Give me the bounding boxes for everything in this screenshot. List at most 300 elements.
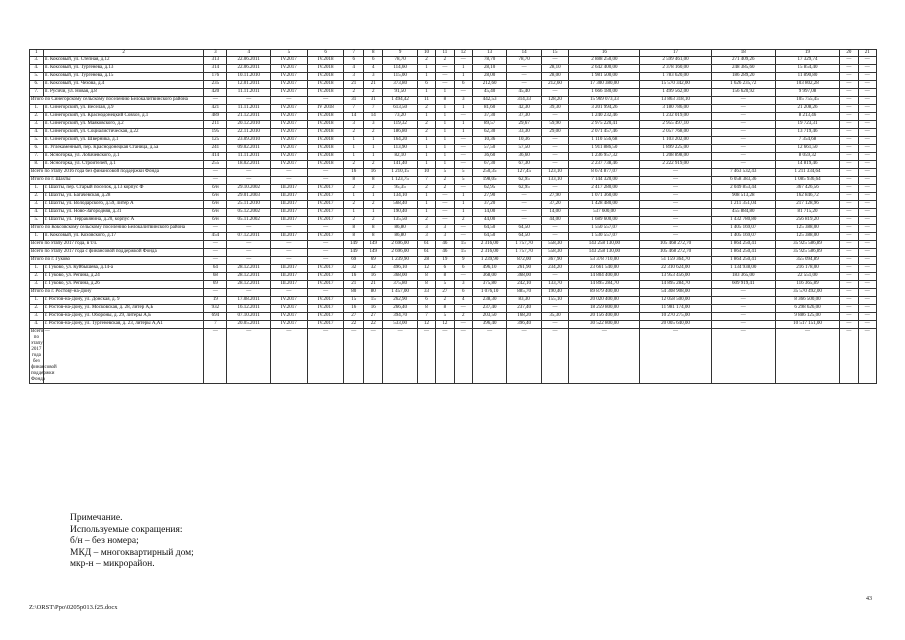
table-cell: 3 <box>417 233 435 241</box>
table-cell: г. Ростов-на-Дону, ул. Московская, д. 28, литер А,Б <box>43 305 204 313</box>
table-cell: IV.2018 <box>307 137 344 145</box>
table-cell: 11 <box>436 50 454 57</box>
table-cell: п. Синегорский, ул. Социалистическая, д.22 <box>43 129 204 137</box>
table-cell: 7 <box>344 105 364 113</box>
table-cell: 21 208,26 <box>775 105 839 113</box>
table-cell: г. Ростов-на-Дону, ул. Обороны, д. 29, литеры А,Б <box>43 313 204 321</box>
table-cell: IV.2017 <box>307 265 344 273</box>
table-cell: 1 076,10 <box>472 289 506 297</box>
table-cell: 216 178,00 <box>775 265 839 273</box>
table-cell: 46 <box>436 241 454 249</box>
table-cell: 8 366 500,00 <box>775 297 839 305</box>
table-cell: 368,00 <box>507 273 541 281</box>
table-row <box>30 57 877 65</box>
table-cell: 20.12.2010 <box>227 121 271 129</box>
table-cell: 558,30 <box>541 249 569 257</box>
table-cell: 1 <box>417 137 435 145</box>
table-cell: 10 <box>417 50 435 57</box>
table-cell: 1 405 169,07 <box>711 233 775 241</box>
table-row <box>30 289 877 297</box>
table-cell: г. Ростов-на-Дону, ул. Тургеневская, д. 23, литеры А,А1 <box>43 321 204 329</box>
table-cell: 21 <box>363 281 383 289</box>
table-cell: 69 <box>204 281 227 289</box>
table-cell: — <box>858 177 876 185</box>
table-cell: — <box>711 137 775 145</box>
table-cell: — <box>711 321 775 329</box>
table-cell: — <box>204 177 227 185</box>
table-cell: 2 071 457,46 <box>569 129 640 137</box>
table-cell: 64,50 <box>507 233 541 241</box>
table-cell: 2 <box>344 161 364 169</box>
table-cell: 1 <box>344 153 364 161</box>
table-cell: Всего по этапу 2017 года, в т.ч. <box>30 241 204 249</box>
table-cell: — <box>507 73 541 81</box>
table-cell: — <box>840 121 858 129</box>
table-cell: 375,80 <box>383 281 417 289</box>
table-cell: 2 057 768,00 <box>640 129 711 137</box>
table-cell: 32 <box>344 265 364 273</box>
table-cell: 2 <box>344 185 364 193</box>
table-cell: — <box>858 281 876 289</box>
table-cell: г. Шахты, ул. Володарского, д.59, литер А <box>43 201 204 209</box>
table-cell: — <box>454 305 472 313</box>
table-cell: 4. <box>30 129 44 137</box>
table-cell: 10 270 275,00 <box>640 313 711 321</box>
table-cell: IV.2018 <box>307 129 344 137</box>
table-cell: 83,30 <box>507 297 541 305</box>
table-cell: 908 513,28 <box>711 193 775 201</box>
table-cell: 2 <box>417 121 435 129</box>
table-cell: — <box>227 289 271 297</box>
table-cell: — <box>541 233 569 241</box>
table-cell: 1 <box>417 209 435 217</box>
table-cell: 22 310 624,00 <box>640 265 711 273</box>
table-cell: — <box>711 329 775 384</box>
table-cell: 11.11.2011 <box>227 89 271 97</box>
table-cell: 2 <box>344 129 364 137</box>
table-cell: 2 <box>454 217 472 225</box>
table-cell: — <box>711 313 775 321</box>
table-cell: 6. <box>30 145 44 153</box>
table-cell: п. Коксовый, ул. Тургенева, д.15 <box>43 73 204 81</box>
table-cell: 1 <box>363 209 383 217</box>
table-cell: 78,70 <box>383 57 417 65</box>
table-cell: 2 599 461,00 <box>640 57 711 65</box>
table-cell: 1 783 620,00 <box>640 73 711 81</box>
table-cell: — <box>858 89 876 97</box>
table-cell: 3 <box>436 225 454 233</box>
table-cell: 45,40 <box>472 89 506 97</box>
table-cell: — <box>640 177 711 185</box>
table-cell: — <box>840 89 858 97</box>
table-cell: 2 <box>43 50 204 57</box>
table-cell: 105 755,45 <box>775 97 839 105</box>
table-cell: 133,70 <box>541 281 569 289</box>
table-cell: 1 239,90 <box>472 257 506 265</box>
table-cell: 73,20 <box>383 113 417 121</box>
table-cell: 7 463 532,43 <box>711 169 775 177</box>
note-line: б/н – без номера; <box>70 536 139 546</box>
table-cell: 33 <box>417 289 435 297</box>
table-cell: 2 237 738,46 <box>569 161 640 169</box>
table-cell: 28.12.2011 <box>227 273 271 281</box>
table-cell: 30 522 800,00 <box>569 321 640 329</box>
table-cell: г. Гуково, ул. Репина, д.24 <box>43 273 204 281</box>
table-cell: 6 298 626,00 <box>775 305 839 313</box>
table-cell: 314,33 <box>507 97 541 105</box>
table-cell: 81 715,20 <box>775 209 839 217</box>
table-cell: 28,10 <box>472 65 506 73</box>
table-cell: IV.2017 <box>271 57 308 65</box>
table-cell: 8 <box>363 233 383 241</box>
table-cell: 42,30 <box>507 105 541 113</box>
table-cell: — <box>640 217 711 225</box>
table-cell: — <box>711 113 775 121</box>
table-cell: 27 <box>436 289 454 297</box>
table-cell: — <box>363 329 383 384</box>
table-cell: IV.2017 <box>271 321 308 329</box>
table-cell: 1 689 600,00 <box>569 217 640 225</box>
table-cell: г. Шахты, ул. Ново-Загородняя, д.31 <box>43 209 204 217</box>
table-cell: — <box>711 97 775 105</box>
table-cell: — <box>454 161 472 169</box>
table-cell: 1 211 334,64 <box>775 169 839 177</box>
table-cell: 86,80 <box>383 225 417 233</box>
table-cell: 2. <box>30 273 44 281</box>
table-cell: 368,00 <box>383 273 417 281</box>
table-cell: 16 <box>344 169 364 177</box>
table-cell: 3. <box>30 57 44 65</box>
table-cell: 69 <box>344 257 364 265</box>
table-cell: — <box>840 289 858 297</box>
table-cell: 22.06.2011 <box>227 65 271 73</box>
table-row <box>30 185 877 193</box>
table-cell: — <box>640 329 711 384</box>
table-cell: IV.2018 <box>307 73 344 81</box>
table-cell: — <box>775 329 839 384</box>
table-row <box>30 241 877 249</box>
table-cell: 455 884,80 <box>711 209 775 217</box>
table-cell: 115,00 <box>383 73 417 81</box>
table-cell: 5 <box>436 169 454 177</box>
table-cell: 4 <box>363 65 383 73</box>
table-cell: IV.2017 <box>271 121 308 129</box>
table-cell: 123,10 <box>541 169 569 177</box>
table-cell: Итого по г. Шахты <box>30 177 204 185</box>
table-cell: 27,90 <box>472 193 506 201</box>
table-cell: г. Шахты, ул. Терракянина, д.20, корпус А <box>43 217 204 225</box>
table-cell: 242,10 <box>507 281 541 289</box>
table-cell: IV.2017 <box>271 65 308 73</box>
table-cell: — <box>840 201 858 209</box>
table-cell: 8 <box>417 281 435 289</box>
table-cell: — <box>840 225 858 233</box>
table-cell: 8 <box>436 97 454 105</box>
table-cell: п. Русичи, ул. Новая, д.8 <box>43 89 204 97</box>
table-cell: IV.2017 <box>307 233 344 241</box>
table-cell: IV.2017 <box>271 105 308 113</box>
table-cell: — <box>541 57 569 65</box>
table-cell: 3. <box>30 313 44 321</box>
table-cell: 211 <box>204 121 227 129</box>
table-cell: 69 <box>363 257 383 265</box>
table-cell: 20 020 400,00 <box>569 297 640 305</box>
table-cell: — <box>840 65 858 73</box>
table-cell: 16.12.2011 <box>227 305 271 313</box>
table-cell: — <box>271 257 308 265</box>
table-cell: — <box>711 297 775 305</box>
table-cell: — <box>227 225 271 233</box>
table-cell: 1 757,70 <box>507 249 541 257</box>
table-row <box>30 209 877 217</box>
table-cell: 19 <box>436 257 454 265</box>
table-cell: 355 094,89 <box>775 257 839 265</box>
table-cell: — <box>840 105 858 113</box>
table-cell: 37,30 <box>472 113 506 121</box>
table-row <box>30 161 877 169</box>
table-cell: — <box>840 249 858 257</box>
table-cell: — <box>858 113 876 121</box>
table-cell: 62,95 <box>507 185 541 193</box>
table-cell: п. Коксовый, ул. Коховского, д.17 <box>43 233 204 241</box>
table-cell: — <box>640 233 711 241</box>
table-cell: 367,90 <box>541 257 569 265</box>
table-cell: 1 <box>417 161 435 169</box>
table-cell: 29.10.2002 <box>227 185 271 193</box>
table-cell: 186 289,20 <box>711 73 775 81</box>
table-cell: — <box>307 241 344 249</box>
table-cell: 3 <box>417 225 435 233</box>
table-cell: 12 661,50 <box>775 145 839 153</box>
table-cell: 1 981 500,00 <box>569 73 640 81</box>
table-cell: — <box>840 73 858 81</box>
table-cell: 114,60 <box>383 65 417 73</box>
table-cell: г. Шахты, пер. Старый поселок, д.13 корпус Ф <box>43 185 204 193</box>
table-cell: — <box>507 329 541 384</box>
table-cell: 1. <box>30 233 44 241</box>
table-cell: — <box>858 129 876 137</box>
table-cell: IV.2017 <box>307 209 344 217</box>
table-cell: 27 <box>344 313 364 321</box>
table-cell: 2 <box>436 57 454 65</box>
table-cell: 21 <box>344 281 364 289</box>
table-cell: б/н <box>204 217 227 225</box>
table-cell: 496,10 <box>472 265 506 273</box>
table-cell: — <box>840 297 858 305</box>
table-cell: 2 <box>417 129 435 137</box>
table-cell: 143 258 130,00 <box>569 249 640 257</box>
table-cell: — <box>417 329 435 384</box>
table-cell: 1 236 957,32 <box>569 153 640 161</box>
table-cell: 1 494,42 <box>383 97 417 105</box>
table-cell: IV.2017 <box>271 81 308 89</box>
table-cell: 250,35 <box>472 169 506 177</box>
table-cell: — <box>541 153 569 161</box>
table-cell: — <box>840 217 858 225</box>
table-cell: — <box>541 113 569 121</box>
table-cell: III.2017 <box>271 209 308 217</box>
table-cell: 36,60 <box>507 153 541 161</box>
table-row <box>30 113 877 121</box>
table-cell: — <box>840 193 858 201</box>
table-cell: 198,05 <box>472 177 506 185</box>
table-cell: — <box>858 193 876 201</box>
table-cell: 2 696,00 <box>383 241 417 249</box>
table-row <box>30 265 877 273</box>
table-cell: 2 642 400,00 <box>569 65 640 73</box>
table-cell: — <box>858 289 876 297</box>
table-cell: 22 <box>344 321 364 329</box>
table-cell: 1 <box>454 209 472 217</box>
table-cell: 1. <box>30 105 44 113</box>
table-cell: — <box>858 201 876 209</box>
table-cell: 28,10 <box>541 65 569 73</box>
table-row <box>30 129 877 137</box>
table-cell: III.2017 <box>271 273 308 281</box>
table-cell: — <box>858 161 876 169</box>
table-cell: — <box>858 313 876 321</box>
table-cell: 21.12.2011 <box>227 113 271 121</box>
table-cell: — <box>840 241 858 249</box>
table-row <box>30 273 877 281</box>
table-cell: 12 058 500,00 <box>640 297 711 305</box>
table-cell: 11 981 174,00 <box>640 305 711 313</box>
table-cell: — <box>307 329 344 384</box>
table-cell: 1 <box>454 73 472 81</box>
table-cell: 1. <box>30 265 44 273</box>
table-cell: г. Шахты, ул. Багачёвская, д.28 <box>43 193 204 201</box>
table-cell: IV.2017 <box>307 217 344 225</box>
table-cell: 1 103 202,00 <box>640 137 711 145</box>
table-cell: — <box>227 329 271 384</box>
table-cell: 14,00 <box>541 209 569 217</box>
table-cell: 19 <box>204 297 227 305</box>
table-cell: 15 <box>363 297 383 305</box>
table-cell: — <box>858 329 876 384</box>
table-cell: 1 864 250,41 <box>711 257 775 265</box>
table-cell: 16 <box>363 169 383 177</box>
table-cell: — <box>840 313 858 321</box>
table-cell: г. Гуково, ул. Куйбышева, д.14-а <box>43 265 204 273</box>
table-cell: — <box>541 225 569 233</box>
table-cell: 203,50 <box>472 313 506 321</box>
table-cell: IV.2018 <box>307 57 344 65</box>
table-cell: — <box>840 321 858 329</box>
table-cell: — <box>271 177 308 185</box>
table-cell: 9 997,08 <box>775 89 839 97</box>
page-number: 43 <box>866 596 872 602</box>
table-row <box>30 105 877 113</box>
table-cell: — <box>307 97 344 105</box>
table-cell: — <box>858 225 876 233</box>
table-cell: — <box>204 97 227 105</box>
table-cell: — <box>436 329 454 384</box>
table-cell: 6 <box>344 57 364 65</box>
table-cell: 64,50 <box>507 225 541 233</box>
table-cell: 15 <box>541 50 569 57</box>
table-cell: 8 674 877,07 <box>569 169 640 177</box>
table-cell: 1 <box>436 129 454 137</box>
table-cell: — <box>227 249 271 257</box>
table-cell: 7 <box>417 313 435 321</box>
table-cell: 64 <box>204 265 227 273</box>
table-cell: — <box>454 273 472 281</box>
table-cell: — <box>541 145 569 153</box>
table-cell: — <box>858 241 876 249</box>
table-cell: 27 <box>363 313 383 321</box>
table-cell: 3 201 994,26 <box>569 105 640 113</box>
table-cell: — <box>436 81 454 89</box>
table-cell: 35 925 586,89 <box>775 249 839 257</box>
table-cell: 6 <box>417 81 435 89</box>
table-cell: 16 <box>363 273 383 281</box>
table-cell: 238,30 <box>472 297 506 305</box>
table-cell: 1 <box>417 153 435 161</box>
table-cell: — <box>858 321 876 329</box>
table-cell: 1 239,90 <box>383 257 417 265</box>
table-cell: — <box>541 329 569 384</box>
table-cell: — <box>383 329 417 384</box>
table-cell: — <box>858 257 876 265</box>
table-cell: 248 385,60 <box>711 65 775 73</box>
table-cell: 8 <box>363 50 383 57</box>
table-cell: 11.11.2011 <box>227 153 271 161</box>
table-cell: 7 <box>363 105 383 113</box>
table-cell: 168,20 <box>507 313 541 321</box>
table-cell: 128,20 <box>541 97 569 105</box>
table-cell: — <box>454 321 472 329</box>
table-cell: 2 <box>417 105 435 113</box>
table-cell: 20 156 400,00 <box>569 313 640 321</box>
table-cell: IV.2018 <box>307 121 344 129</box>
table-cell: 8. <box>30 161 44 169</box>
table-cell: 45,40 <box>507 89 541 97</box>
table-cell: III.2017 <box>271 217 308 225</box>
table-cell: — <box>227 97 271 105</box>
table-cell: 3 <box>344 73 364 81</box>
table-cell: 1 <box>417 145 435 153</box>
table-cell: 7. <box>30 153 44 161</box>
table-cell: 149 <box>363 249 383 257</box>
table-cell: — <box>271 249 308 257</box>
table-cell: IV.2017 <box>307 321 344 329</box>
table-cell: — <box>711 305 775 313</box>
table-cell: 8 213,46 <box>775 113 839 121</box>
table-cell: — <box>454 185 472 193</box>
table-cell: 07.12.2011 <box>227 233 271 241</box>
table-cell: 125 <box>204 137 227 145</box>
table-cell: 4 <box>454 297 472 305</box>
table-row <box>30 297 877 305</box>
table-cell: — <box>858 97 876 105</box>
table-cell: 19 <box>775 50 839 57</box>
table-cell: 5 <box>454 169 472 177</box>
table-cell: 1 <box>436 89 454 97</box>
table-cell: 241 <box>204 145 227 153</box>
table-cell: 1 499 562,00 <box>640 89 711 97</box>
table-cell: — <box>507 201 541 209</box>
table-cell: 2 <box>344 201 364 209</box>
table-cell: 6 <box>417 297 435 305</box>
table-cell: IV.2017 <box>307 273 344 281</box>
table-cell: 2 <box>436 177 454 185</box>
table-cell: 4. <box>30 209 44 217</box>
table-cell: — <box>271 329 308 384</box>
table-cell: 368,00 <box>472 273 506 281</box>
table-cell: 12.01.2011 <box>227 81 271 89</box>
table-cell: 1 <box>344 193 364 201</box>
table-cell: 3 <box>363 121 383 129</box>
